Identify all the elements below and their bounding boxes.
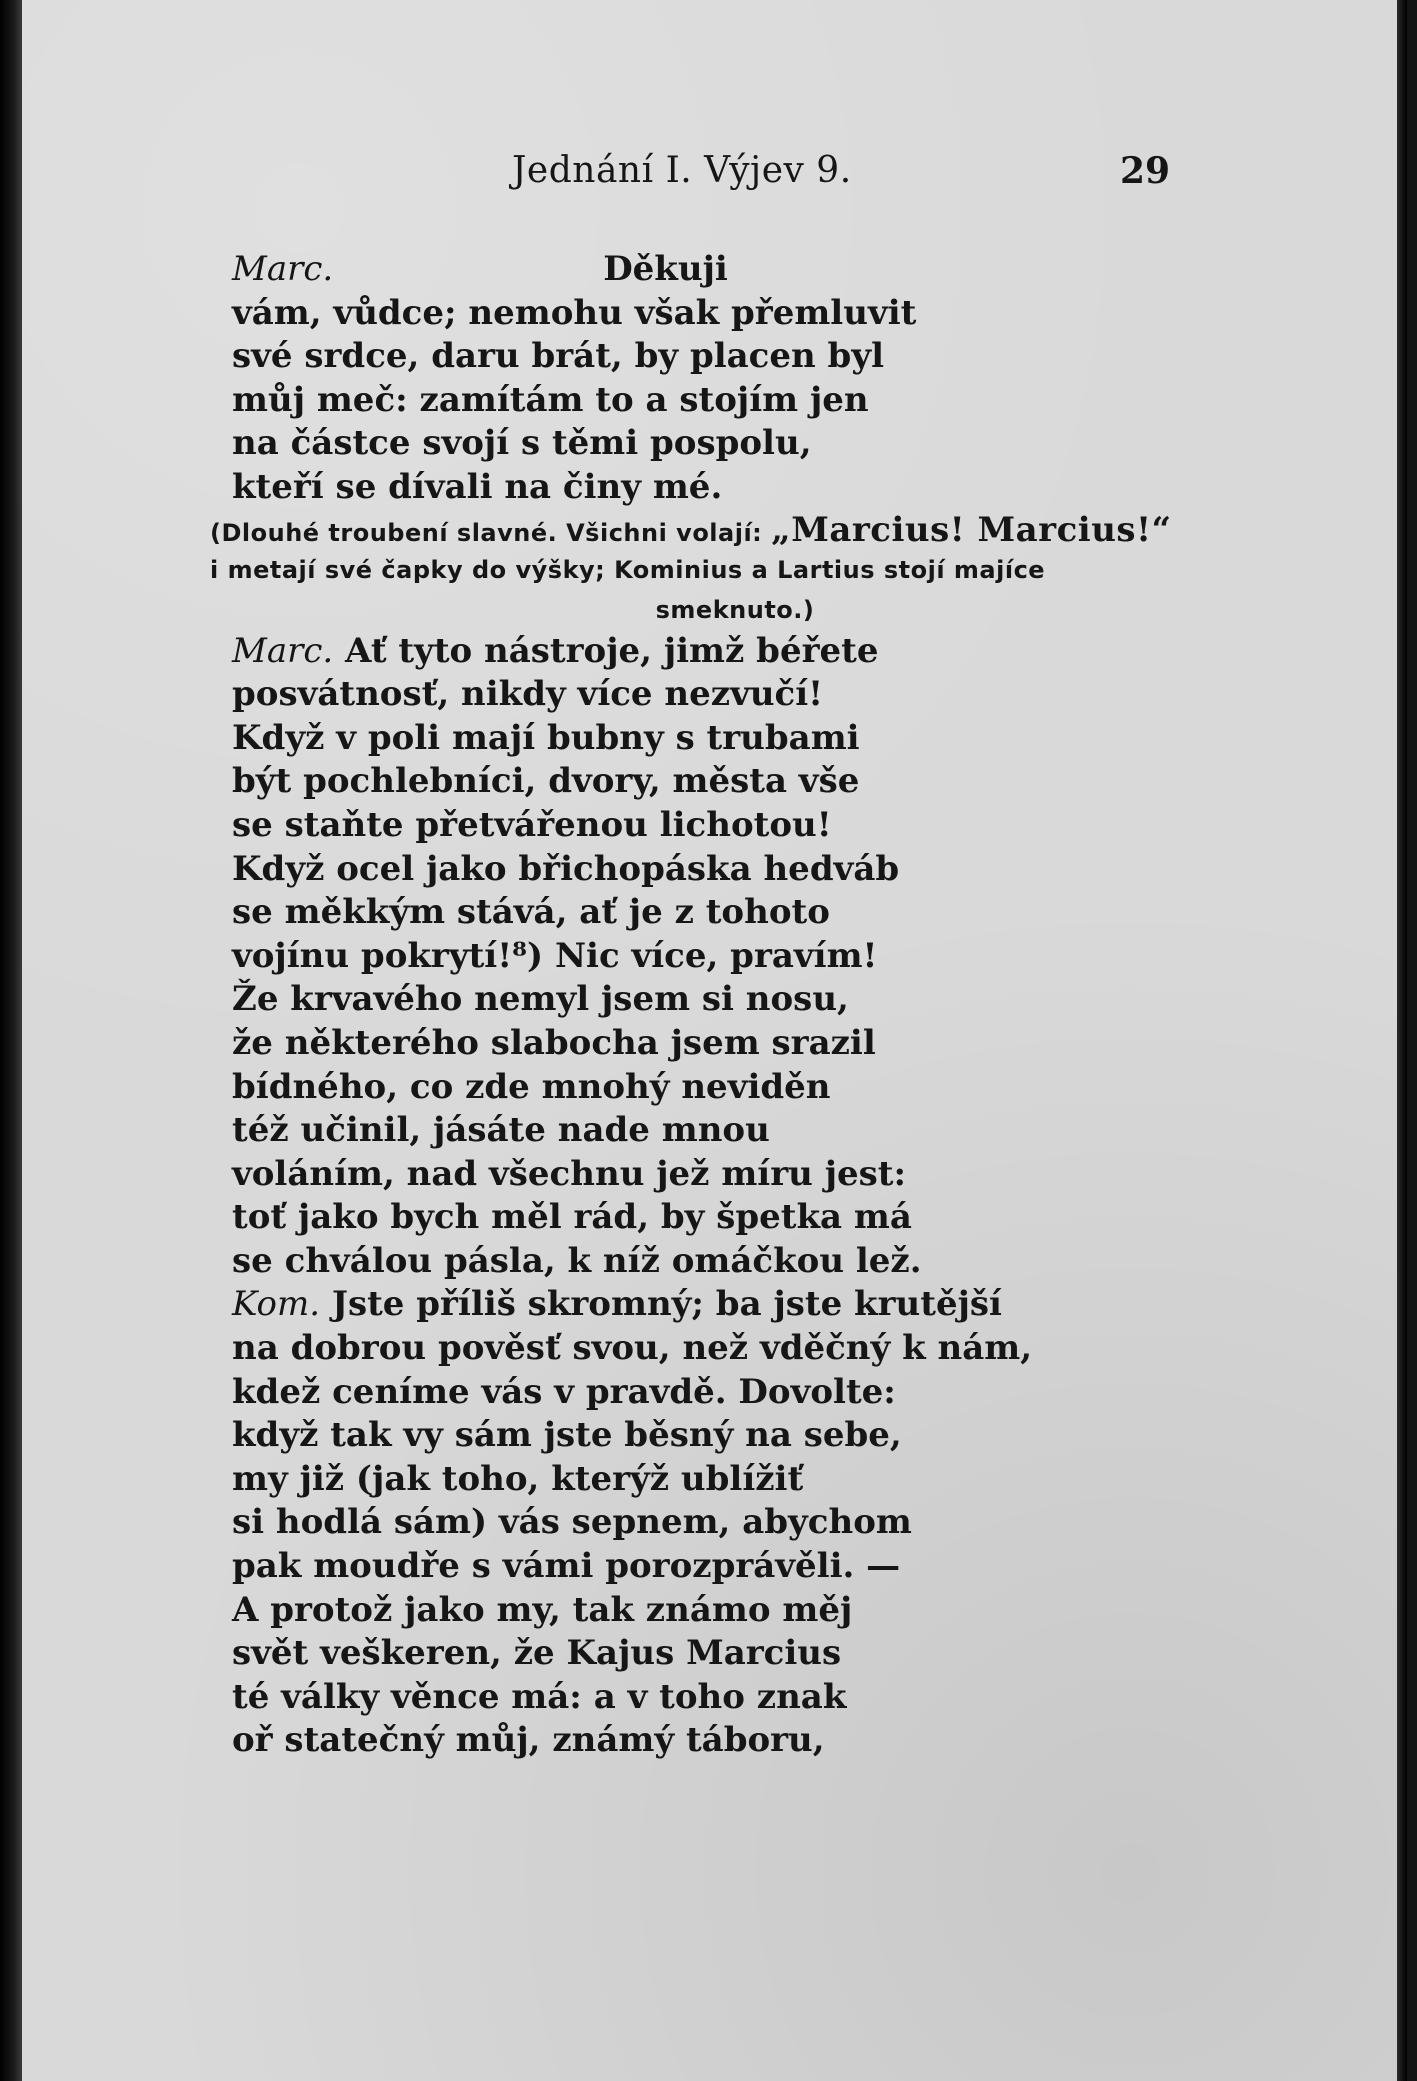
verse-line: své srdce, daru brát, by placen byl: [232, 336, 884, 377]
verse-text: Ať tyto nástroje, jimž béřete: [345, 630, 879, 671]
verse-line: [232, 248, 1232, 292]
verse-line: vám, vůdce; nemohu však přemluvit: [232, 292, 917, 333]
speaker-name: Kom.: [232, 1284, 321, 1325]
verse-line: se staňte přetvářenou lichotou!: [232, 804, 832, 845]
verse-body: [210, 248, 1232, 1763]
verse-line: na dobrou pověsť svou, než vděčný k nám,: [232, 1328, 1033, 1369]
verse-text: Jste příliš skromný; ba jste krutější: [331, 1284, 1002, 1325]
verse-line: kdež ceníme vás v pravdě. Dovolte:: [232, 1371, 896, 1412]
verse-line: Když v poli mají bubny s trubami: [232, 717, 860, 758]
running-head: Jednání I. Výjev 9.: [512, 150, 852, 191]
speaker-name: Marc.: [232, 249, 334, 289]
verse-line: Když ocel jako břichopáska hedváb: [232, 848, 900, 889]
stage-direction-line: i metají své čapky do výšky; Kominius a Lartius stojí majíce: [210, 555, 1046, 584]
verse-line: být pochlebníci, dvory, města vše: [232, 761, 860, 802]
verse-line: vojínu pokrytí!⁸) Nic více, pravím!: [232, 935, 878, 976]
stage-direction-line: smeknuto.): [655, 595, 815, 624]
verse-line: A protož jako my, tak známo měj: [232, 1589, 853, 1630]
speaker-name: Marc.: [232, 630, 334, 671]
verse-line: se chválou pásla, k níž omáčkou lež.: [232, 1240, 922, 1281]
verse-line: my již (jak toho, kterýž ublížiť: [232, 1458, 804, 1499]
verse-line: voláním, nad všechnu jež míru jest:: [232, 1153, 907, 1194]
verse-line: též učinil, jásáte nade mnou: [232, 1110, 770, 1151]
verse-line: kteří se dívali na činy mé.: [232, 466, 723, 507]
verse-line: svět veškeren, že Kajus Marcius: [232, 1633, 842, 1674]
verse-line: se měkkým stává, ať je z tohoto: [232, 892, 830, 933]
verse-line: pak moudře s vámi porozprávěli. —: [232, 1546, 901, 1587]
verse-line: že některého slabocha jsem srazil: [232, 1022, 876, 1063]
book-page: [22, 0, 1407, 2081]
verse-line: na částce svojí s těmi pospolu,: [232, 423, 812, 464]
verse-line: bídného, co zde mnohý neviděn: [232, 1066, 831, 1107]
verse-line: té války věnce má: a v toho znak: [232, 1676, 847, 1717]
stage-direction-line: [210, 510, 1260, 550]
stage-text: (Dlouhé troubení slavné. Všichni volají:: [210, 518, 763, 547]
verse-text: Děkuji: [603, 249, 728, 289]
verse-line: posvátnosť, nikdy více nezvučí!: [232, 674, 824, 715]
verse-line: Že krvavého nemyl jsem si nosu,: [232, 979, 849, 1020]
page-right-edge: [1397, 0, 1407, 2081]
verse-line: když tak vy sám jste běsný na sebe,: [232, 1415, 902, 1456]
page-number: 29: [1120, 150, 1171, 192]
verse-line: oř statečný můj, známý táboru,: [232, 1720, 825, 1761]
verse-line: toť jako bych měl rád, by špetka má: [232, 1197, 912, 1238]
verse-line: si hodlá sám) vás sepnem, abychom: [232, 1502, 912, 1543]
verse-line: [232, 630, 1232, 674]
page-left-edge: [0, 0, 22, 2081]
verse-line: [232, 1283, 1232, 1327]
stage-exclamation: „Marcius! Marcius!“: [771, 509, 1172, 550]
stage-direction: [210, 510, 1260, 630]
verse-line: můj meč: zamítám to a stojím jen: [232, 379, 869, 420]
